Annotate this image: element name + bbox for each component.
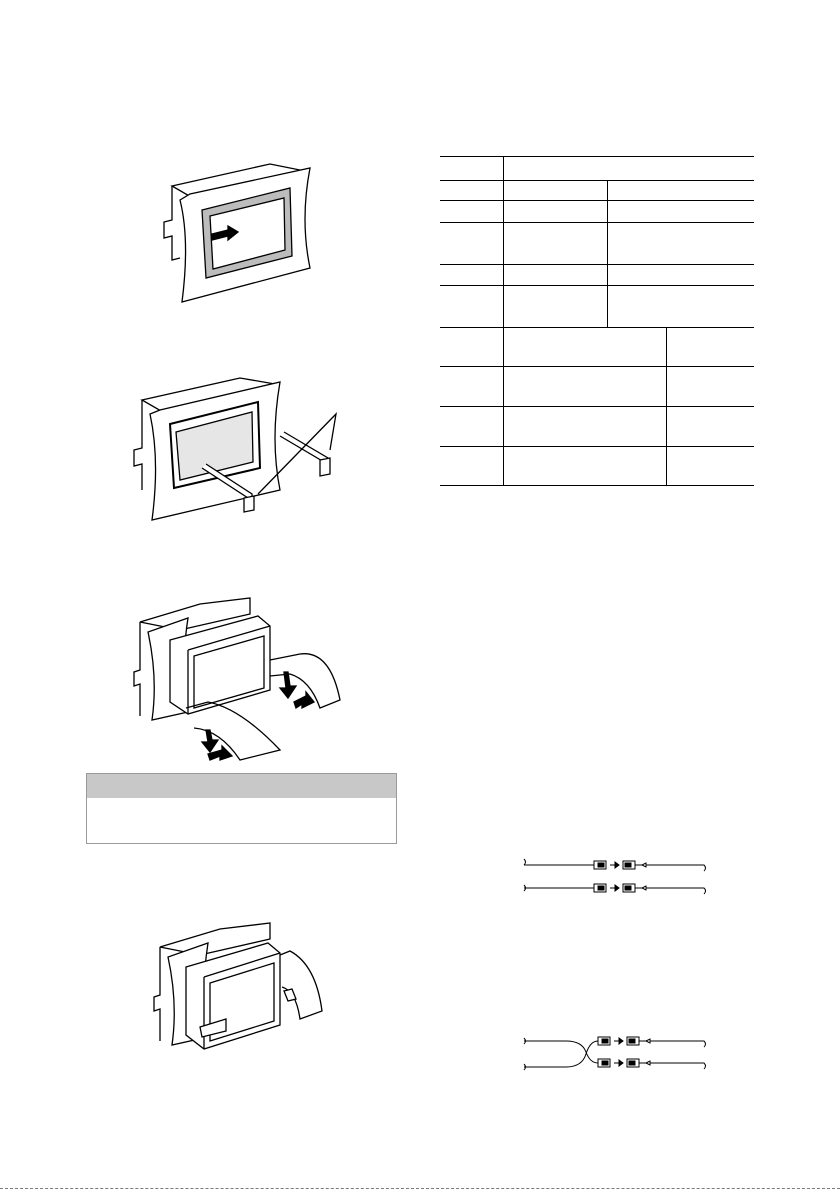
remove-unit-figure: [150, 915, 330, 1060]
cable-connection-figure-1: [520, 855, 710, 901]
table-row: [440, 286, 754, 328]
table-row: [440, 265, 754, 286]
table-cell: [440, 201, 503, 223]
single-cable-connection-illustration: [520, 855, 710, 901]
spec-table: [440, 156, 754, 486]
escutcheon-removal-illustration: [150, 150, 330, 310]
table-cell: [666, 328, 754, 367]
pull-unit-figure: [130, 590, 345, 765]
table-cell: [503, 265, 607, 286]
table-cell: [503, 157, 754, 181]
note-header-bar: [87, 774, 396, 798]
table-row: [440, 181, 754, 201]
table-cell: [503, 286, 607, 328]
hands-pulling-unit-illustration: [130, 590, 345, 765]
table-row: [440, 201, 754, 223]
table-cell: [666, 367, 754, 407]
table-cell: [607, 286, 754, 328]
split-cable-connection-illustration: [520, 1030, 710, 1076]
table-cell: [440, 286, 503, 328]
table-cell: [440, 223, 503, 265]
table-row: [440, 157, 754, 181]
extraction-key-figure: [130, 370, 360, 525]
table-cell: [440, 181, 503, 201]
cable-connection-figure-2: [520, 1030, 710, 1076]
note-box: [86, 773, 397, 844]
table-cell: [440, 367, 503, 407]
table-cell: [503, 181, 607, 201]
table-cell: [607, 223, 754, 265]
table-cell: [503, 223, 607, 265]
table-cell: [503, 447, 666, 486]
table-cell: [503, 201, 607, 223]
table-cell: [440, 328, 503, 367]
table-cell: [503, 328, 666, 367]
table-cell: [607, 201, 754, 223]
table-cell: [607, 265, 754, 286]
table-row: [440, 223, 754, 265]
table-cell: [503, 407, 666, 447]
table-cell: [440, 447, 503, 486]
table-row: [440, 407, 754, 447]
table-row: [440, 367, 754, 407]
escutcheon-removal-figure: [150, 150, 330, 310]
table-cell: [440, 157, 503, 181]
table-cell: [666, 407, 754, 447]
table-cell: [607, 181, 754, 201]
extraction-key-insertion-illustration: [130, 370, 360, 525]
table-row: [440, 447, 754, 486]
table-cell: [440, 407, 503, 447]
page-bottom-edge: [0, 1188, 840, 1189]
unit-removal-illustration: [150, 915, 330, 1060]
table-cell: [503, 367, 666, 407]
table-row: [440, 328, 754, 367]
table-cell: [666, 447, 754, 486]
table-cell: [440, 265, 503, 286]
